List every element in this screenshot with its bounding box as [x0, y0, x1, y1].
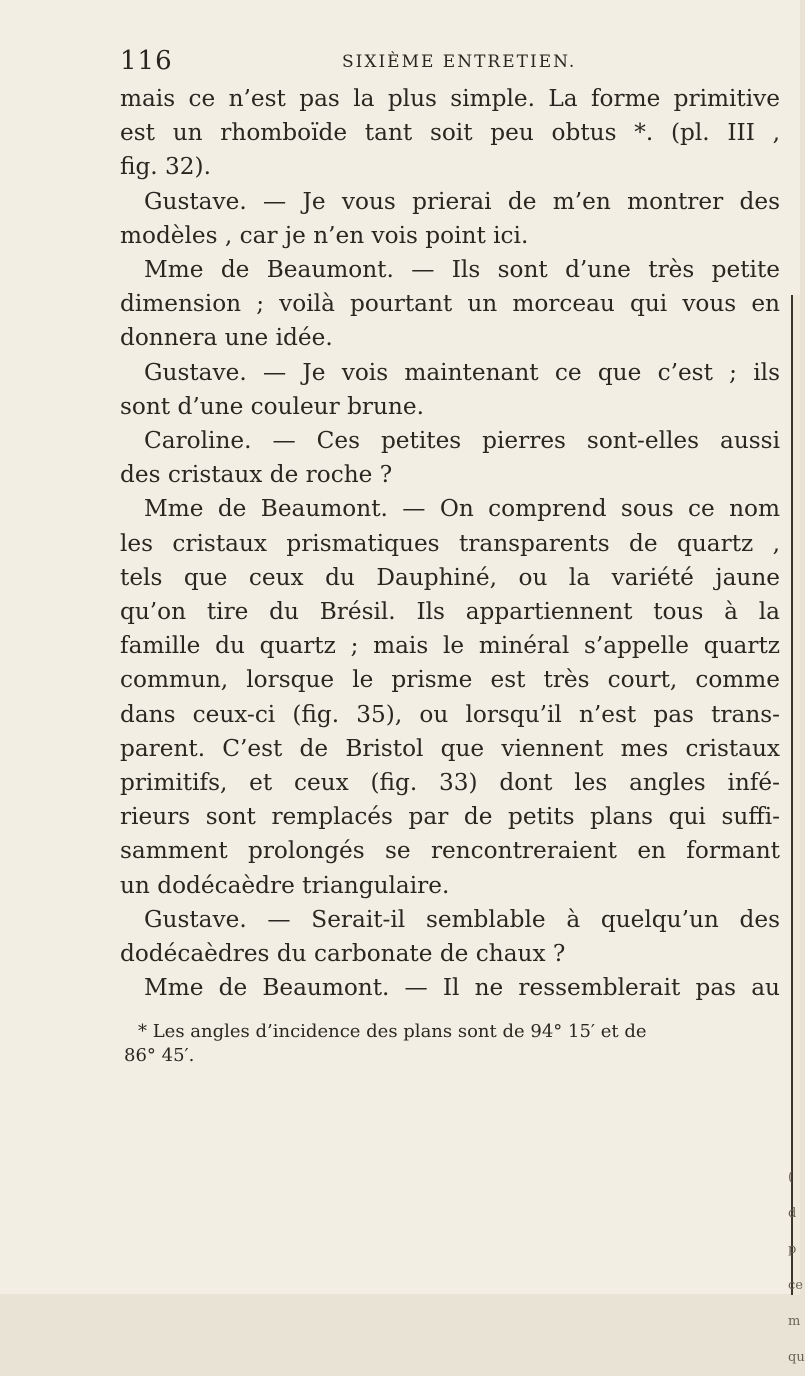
page-number: 116 — [120, 46, 173, 76]
text-line: dodécaèdres du carbonate de chaux ? — [120, 940, 566, 968]
text-line: Mme de Beaumont. — Il ne ressemblerait pas au — [144, 974, 780, 1002]
text-line: parent. C’est de Bristol que viennent mes cristaux — [120, 734, 780, 762]
text-line: les cristaux prismatiques transparents de quartz , — [120, 529, 780, 557]
text-line: dans ceux-ci (fig. 35), ou lorsqu’il n’est pas trans- — [120, 700, 780, 728]
margin-fragment: d — [788, 1206, 797, 1221]
text-line: Gustave. — Je vous prierai de m’en montrer des — [144, 187, 780, 215]
text-line: modèles , car je n’en vois point ici. — [120, 221, 529, 249]
text-line: commun, lorsque le prisme est très court, comme — [120, 666, 780, 694]
text-line: Mme de Beaumont. — On comprend sous ce nom — [144, 495, 780, 523]
text-line: samment prolongés se rencontreraient en formant — [120, 837, 780, 865]
text-line: tels que ceux du Dauphiné, ou la variété jaune — [120, 563, 780, 591]
text-line: fig. 32). — [120, 153, 211, 181]
text-line: est un rhomboïde tant soit peu obtus *. (pl. III , — [120, 119, 780, 147]
page-header — [120, 46, 780, 86]
text-line: qu’on tire du Brésil. Ils appartiennent tous à la — [120, 598, 780, 626]
body-text — [120, 82, 780, 1005]
margin-fragment: ( — [788, 1170, 794, 1185]
text-line: mais ce n’est pas la plus simple. La forme primitive — [120, 85, 780, 112]
text-line: Gustave. — Je vois maintenant ce que c’est ; ils — [144, 358, 780, 386]
margin-fragment: p — [788, 1242, 797, 1257]
text-line: rieurs sont remplacés par de petits plans qui suffi- — [120, 803, 780, 831]
text-line: famille du quartz ; mais le minéral s’appelle quartz — [120, 632, 780, 660]
margin-fragment: qu — [788, 1350, 805, 1365]
margin-fragment: ce — [788, 1278, 803, 1293]
text-line: des cristaux de roche ? — [120, 461, 393, 489]
text-line: donnera une idée. — [120, 324, 333, 352]
margin-fragment: m — [788, 1314, 801, 1329]
running-head: SIXIÈME ENTRETIEN. — [342, 52, 577, 72]
facing-page-margin-fragments — [788, 1160, 805, 1376]
facing-page-edge — [791, 295, 800, 1295]
text-line: un dodécaèdre triangulaire. — [120, 871, 450, 899]
text-line: Caroline. — Ces petites pierres sont-elles aussi — [144, 427, 780, 455]
text-line: sont d’une couleur brune. — [120, 392, 424, 420]
text-line: Mme de Beaumont. — Ils sont d’une très petite — [144, 256, 780, 284]
text-line: dimension ; voilà pourtant un morceau qui vous en — [120, 290, 780, 318]
footnote-line: * Les angles d’incidence des plans sont de 94° 15′ et de — [138, 1021, 647, 1042]
footnote — [124, 1020, 780, 1068]
text-line: Gustave. — Serait-il semblable à quelqu’un des — [144, 905, 780, 933]
text-line: primitifs, et ceux (fig. 33) dont les angles infé- — [120, 769, 780, 797]
footnote-line: 86° 45′. — [124, 1045, 195, 1066]
